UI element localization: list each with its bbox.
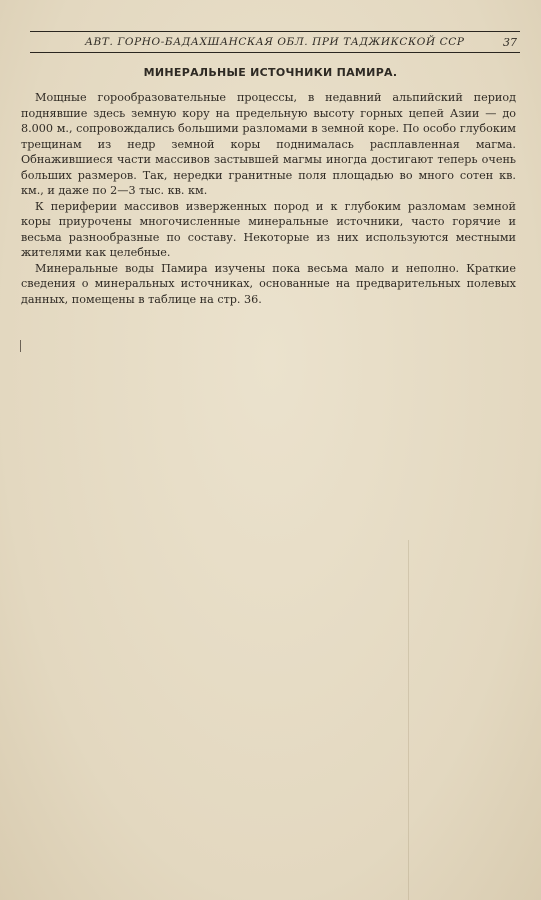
- article-title: МИНЕРАЛЬНЫЕ ИСТОЧНИКИ ПАМИРА.: [143, 66, 398, 79]
- page-fold: [408, 540, 409, 900]
- margin-mark: [20, 340, 21, 352]
- page-number: 37: [503, 36, 517, 49]
- header-rule-top: [30, 31, 520, 32]
- paragraph-3: Минеральные воды Памира изучены пока весьма мало и неполно. Краткие сведения о минеральных источниках, основанные на предварительных полевых данных, помещены в таблице на стр. 36.: [21, 261, 516, 306]
- paragraph-1: Мощные горообразовательные процессы, в недавний альпийский период поднявшие здесь земную кору на предельную высоту горных цепей Азии — до 8.000 м., сопровождались большими разломами в земной коре. По особо глубоким трещинам из недр земной коры поднималась расплавленная магма. Обнажившиеся части массивов застывшей магмы иногда достигают теперь очень больших размеров. Так, нередки гранитные поля площадью во много сотен кв. км., и даже по 2—3 тыс. кв. км.: [21, 91, 516, 197]
- running-head: АВТ. ГОРНО-БАДАХШАНСКАЯ ОБЛ. ПРИ ТАДЖИКСКОЙ ССР: [85, 36, 465, 48]
- header-rule-bottom: [30, 52, 520, 53]
- paragraph-2: К периферии массивов изверженных пород и к глубоким разломам земной коры приурочены многочисленные минеральные источники, часто горячие и весьма разнообразные по составу. Некоторые из них используются местными жителями как целебные.: [21, 199, 516, 259]
- article-body: [21, 90, 516, 307]
